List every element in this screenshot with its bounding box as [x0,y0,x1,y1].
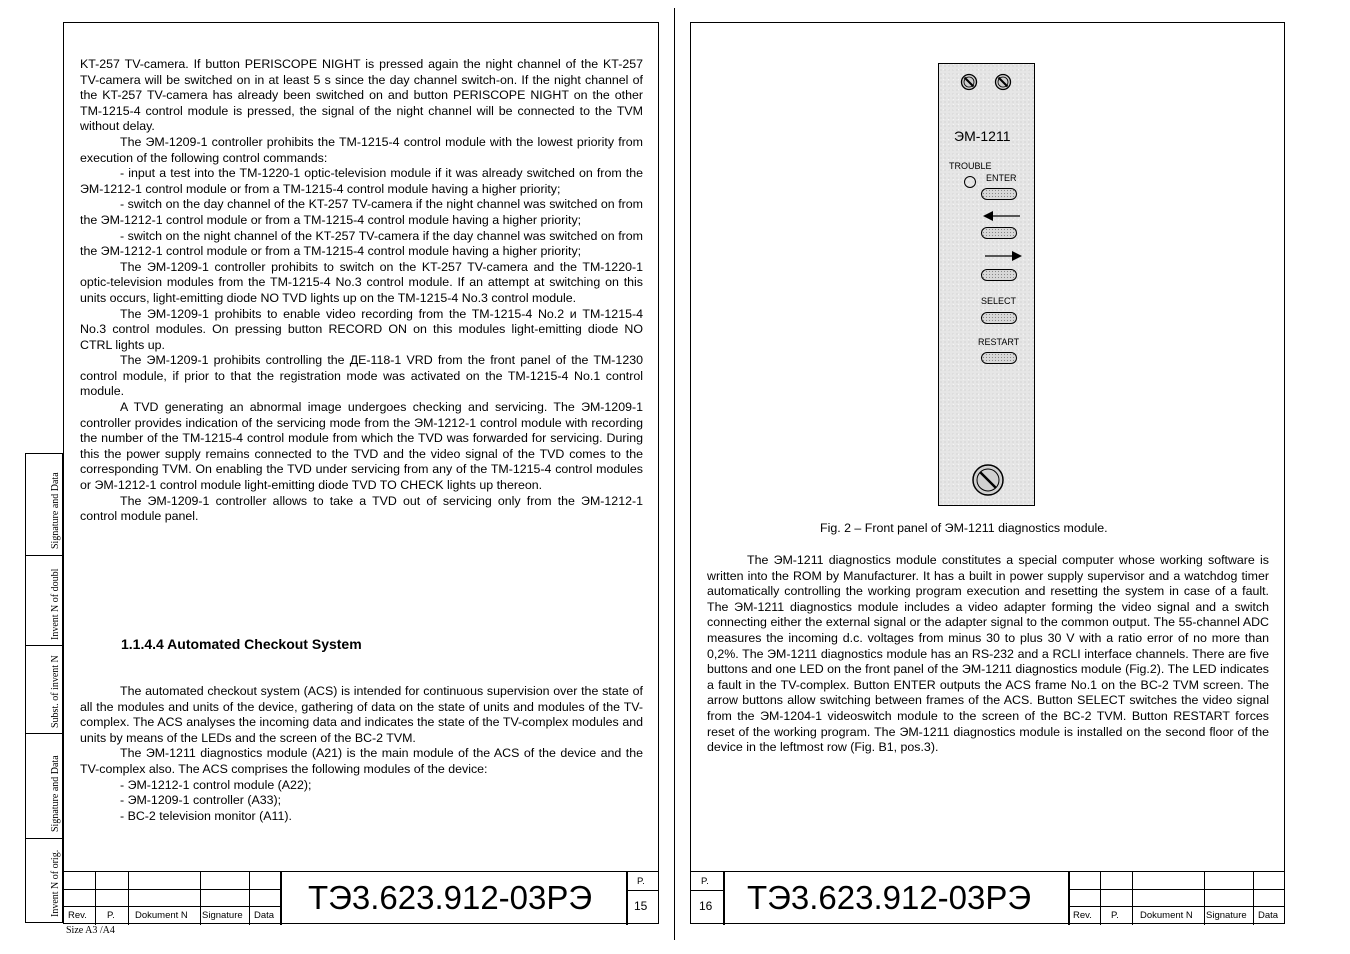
left-page-body-2 [80,684,643,824]
col-signature: Signature [1206,910,1247,921]
paragraph: A TVD generating an abnormal image undergoes checking and servicing. The ЭМ-1209-1 controller provides indication of the servicing mode from the ЭМ-1212-1 control module with recording the number of the TM-1215-4 control module from which the TVD was forwarded for servicing. During this the power supply remains connected to the TVD and the video signal of the TVD comes to the corresponding TVM. On enabling the TVD under servicing from any of the TM-1215-4 control modules or ЭМ-1212-1 control module light-emitting diode TVD TO CHECK lights up thereon. [80,400,643,493]
restart-label: RESTART [978,337,1020,347]
paragraph: The ЭМ-1209-1 controller prohibits to switch on the KT-257 TV-camera and the TM-1220-1 optic-television modules from the TM-1215-4 No.3 control module. If an attempt at switching on this units occurs, light-emitting diode NO TVD lights up on the TM-1215-4 No.3 control module. [80,259,643,305]
side-label: Invent N of doubl [50,568,61,640]
document-code: ТЭ3.623.912-03РЭ [747,879,1032,916]
list-item: - BC-2 television monitor (A11). [120,808,292,823]
screw-icon [960,73,978,91]
list-item: - ЭМ-1209-1 controller (A33); [120,793,282,808]
enter-button[interactable] [981,188,1017,200]
col-signature: Signature [202,910,243,921]
em1211-front-panel [938,63,1035,506]
side-cell [26,454,62,556]
paragraph: The ЭМ-1209-1 prohibits controlling the ДЕ-118-1 VRD from the front panel of the TM-1230 control module, if prior to that the registration mode was activated on the TM-1215-4 No.1 control module. [80,353,643,399]
side-cell [26,839,62,922]
document-code: ТЭ3.623.912-03РЭ [308,879,593,916]
list-item: - ЭМ-1212-1 control module (A22); [120,777,312,792]
side-cell [26,646,62,734]
select-label: SELECT [981,296,1017,306]
paragraph: The ЭМ-1211 diagnostics module (A21) is the main module of the ACS of the device and the TV-complex also. The ACS comprises the following modules of the device: [80,746,643,776]
paragraph: The ЭМ-1209-1 controller allows to take a TVD out of servicing only from the ЭМ-1212-1 control module panel. [80,493,643,524]
side-label: Invent N of orig. [50,849,61,917]
side-cell [26,734,62,839]
list-item: - input a test into the TM-1220-1 optic-television module if it was already switched on from the ЭМ-1212-1 control module or from a TM-1215-4 control module having a higher priority; [80,166,643,196]
title-block-left [63,871,659,924]
arrow-left-icon [983,210,1021,222]
col-data: Data [1258,910,1279,921]
trouble-led-icon [963,175,977,189]
panel-model-label: ЭМ-1211 [954,128,1011,144]
left-page-body [80,57,643,525]
side-stamp-strip [25,453,63,923]
size-note: Size A3 /A4 [66,925,115,936]
page-label: P. [637,876,645,887]
col-rev: Rev. [1073,910,1092,921]
page-number: 15 [634,899,648,913]
paragraph: The automated checkout system (ACS) is intended for continuous supervision over the state of all the modules and units of the device, gathering of data on the state of units and modules of the TV-complex. The ACS analyses the incoming data and indicates the state of the TV-complex modules and units by means of the LEDs and the screen of the BC-2 TVM. [80,684,643,745]
side-label: Subst. of invent N [50,655,61,728]
figure-caption: Fig. 2 – Front panel of ЭМ-1211 diagnostics module. [820,521,1108,535]
col-doc: Dokument N [135,910,188,921]
right-page-body [707,553,1269,756]
page-divider [674,8,675,940]
enter-label: ENTER [986,173,1017,183]
arrow-right-button[interactable] [981,269,1017,281]
restart-button[interactable] [981,352,1017,364]
paragraph: The ЭМ-1209-1 prohibits to enable video recording from the TM-1215-4 No.2 и TM-1215-4 No.3 control modules. On pressing button RECORD ON on this modules light-emitting diode NO CTRL lights up. [80,306,643,352]
screw-icon [994,73,1012,91]
side-cell [26,556,62,646]
col-p: P. [107,910,115,921]
side-label: Signature and Data [50,755,61,832]
paragraph: The ЭМ-1211 diagnostics module constitutes a special computer whose working software is written into the ROM by Manufacturer. It has a built in power supply supervisor and a watchdog timer automatically controlling the working program execution and resetting the system in case of a fault. The ЭМ-1211 diagnostics module includes a video adapter forming the video signal and a switch connecting either the external signal or the adapter signal to the common output. The 55-channel ADC measures the incoming d.c. voltages from minus 30 to plus 30 V with a ratio error of no more than 0,2%. The ЭМ-1211 diagnostics module has an RS-232 and a RCLI interface channels. There are five buttons and one LED on the front panel of the ЭМ-1211 diagnostics module (Fig.2). The LED indicates a fault in the TV-complex. Button ENTER outputs the ACS frame No.1 on the BC-2 TVM screen. The arrow buttons allow switching between frames of the ACS. Button SELECT switches the video signal from the ЭМ-1204-1 videoswitch module to the screen of the BC-2 TVM. Button RESTART forces reset of the working program. The ЭМ-1211 diagnostics module is installed on the second floor of the device in the leftmost row (Fig. B1, pos.3). [707,553,1269,755]
arrow-left-button[interactable] [981,227,1017,239]
trouble-label: TROUBLE [949,161,992,171]
list-item: - switch on the day channel of the KT-257 TV-camera if the night channel was switched on from the ЭМ-1212-1 control module or from a TM-1215-4 control module having a higher priority; [80,197,643,227]
arrow-right-icon [985,250,1023,262]
col-data: Data [254,910,275,921]
page-label: P. [701,876,709,887]
title-block-right [690,871,1285,924]
section-heading: 1.1.4.4 Automated Checkout System [121,636,362,652]
screw-icon [971,463,1005,497]
col-rev: Rev. [68,910,87,921]
paragraph: KT-257 TV-camera. If button PERISCOPE NIGHT is pressed again the night channel of the KT-257 TV-camera will be switched on in at least 5 s since the day channel switch-on. If the night channel of the KT-257 TV-camera has already been switched on and button PERISCOPE NIGHT on the other TM-1215-4 control module is pressed, the signal of the night channel will be connected to the TVM without delay. [80,57,643,134]
page-number: 16 [699,899,713,913]
col-p: P. [1111,910,1119,921]
select-button[interactable] [981,312,1017,324]
side-label: Signature and Data [50,472,61,549]
paragraph: The ЭМ-1209-1 controller prohibits the TM-1215-4 control module with the lowest priority from execution of the following control commands: [80,134,643,165]
col-doc: Dokument N [1140,910,1193,921]
list-item: - switch on the night channel of the KT-257 TV-camera if the day channel was switched on from the ЭМ-1212-1 control module or from a TM-1215-4 control module having a higher priority; [80,228,643,259]
